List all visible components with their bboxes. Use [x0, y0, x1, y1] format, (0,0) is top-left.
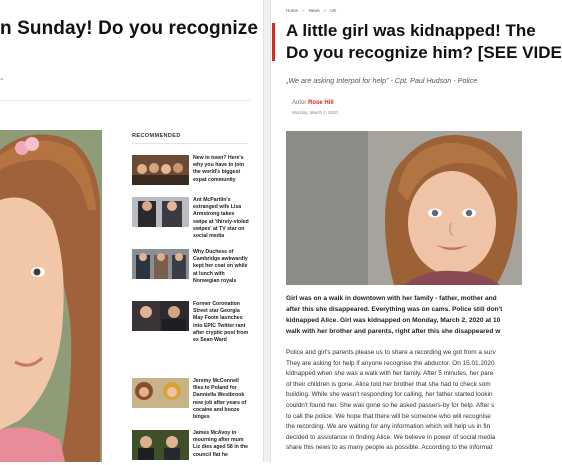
author-name-link[interactable]: Rose Hill: [308, 100, 334, 106]
left-article-photo: [0, 130, 102, 462]
breadcrumb-uk[interactable]: UK: [330, 8, 337, 13]
left-article-title: n Sunday! Do you recognize: [0, 18, 259, 39]
article-photo: [286, 131, 522, 285]
recommended-item[interactable]: [132, 197, 250, 240]
breadcrumb-home[interactable]: Home: [286, 8, 299, 13]
recommended-thumbnail[interactable]: [132, 197, 189, 227]
article-title: [286, 20, 562, 64]
recommended-heading: RECOMMENDED: [132, 133, 181, 139]
recommended-item[interactable]: [132, 378, 250, 421]
left-divider: [0, 100, 250, 101]
recommended-text[interactable]: James McAvoy in mourning after mum Liz dies aged 58 in the council flat he: [193, 430, 249, 458]
recommended-thumbnail[interactable]: [132, 430, 189, 460]
recommended-item[interactable]: [132, 430, 250, 460]
breadcrumb-news[interactable]: News: [308, 8, 320, 13]
article-title-line-1: A little girl was kidnapped! The: [286, 21, 536, 40]
recommended-thumbnail[interactable]: [132, 301, 189, 331]
breadcrumb-separator: »: [302, 8, 305, 13]
recommended-thumbnail[interactable]: [132, 155, 189, 185]
title-accent-bar: [272, 23, 275, 61]
recommended-item[interactable]: [132, 155, 250, 185]
article-author: [292, 100, 334, 106]
left-article-dash: -: [0, 74, 4, 85]
recommended-text[interactable]: Former Coronation Street star Georgia May Foote launches into EPIC Twitter rant after cryptic post from ex Sean Ward: [193, 301, 249, 344]
article-body: Police and girl's parents please us to share a recording we got from a surv They are asking for help if anyone recognise the abductor. On 15.01.2020 kidnapped when she was a walk with her family. After 5 minutes, her pare of their children is gone. Alice told her brother that she had to check som building. While she wasn't responding for calling, her father started lookin couldn't found her. She was gone so he asked passers-by for help. After s to call the police. We hope that there will be someone who will recognise the recording. We are waiting for any information which will help us in fin decided to assistance in finding Alice. We believe in power of social media share this news to as many people as possible. According to the informat: [286, 349, 496, 452]
author-label: Autor: [292, 100, 307, 106]
article-subtitle: „We are asking Interpol for help” - Cpt. Paul Hudson - Police: [286, 76, 478, 85]
recommended-thumbnail[interactable]: [132, 249, 189, 279]
article-lead: Girl was on a walk in downtown with her family - father, mother and after this she disappeared. Everything was on cams. Police still don't kidnapped Alice. Girl was kidnapped on Monday, March 2, 2020 at 10 walk with her brother and parents, right after this she disappeared w: [286, 295, 503, 335]
article-title-line-2: Do you recognize him? [SEE VIDE: [286, 43, 562, 62]
right-article-panel: [272, 0, 562, 462]
breadcrumb: [286, 8, 337, 13]
recommended-text[interactable]: Ant McPartlin's estranged wife Lisa Armstrong takes swipe at 'thirsty-violed swipes' at TV star on social media: [193, 197, 249, 240]
recommended-item[interactable]: [132, 301, 250, 344]
article-date: Monday, March 2, 2020: [292, 110, 338, 115]
recommended-item[interactable]: [132, 249, 250, 285]
left-article-panel: [0, 0, 262, 462]
recommended-text[interactable]: New in town? Here's why you have to join the world's biggest expat community: [193, 155, 245, 183]
recommended-thumbnail[interactable]: [132, 378, 189, 408]
recommended-text[interactable]: Jeremy McConnell flies to Poland for Danniella Westbrook new job after years of cocaine and booze binges: [193, 378, 247, 421]
recommended-text[interactable]: Why Duchess of Cambridge awkwardly kept her coat on while at lunch with Norwegian royals: [193, 249, 248, 284]
breadcrumb-separator: »: [323, 8, 327, 13]
panel-divider: [263, 0, 271, 462]
recommended-divider: [132, 143, 248, 144]
